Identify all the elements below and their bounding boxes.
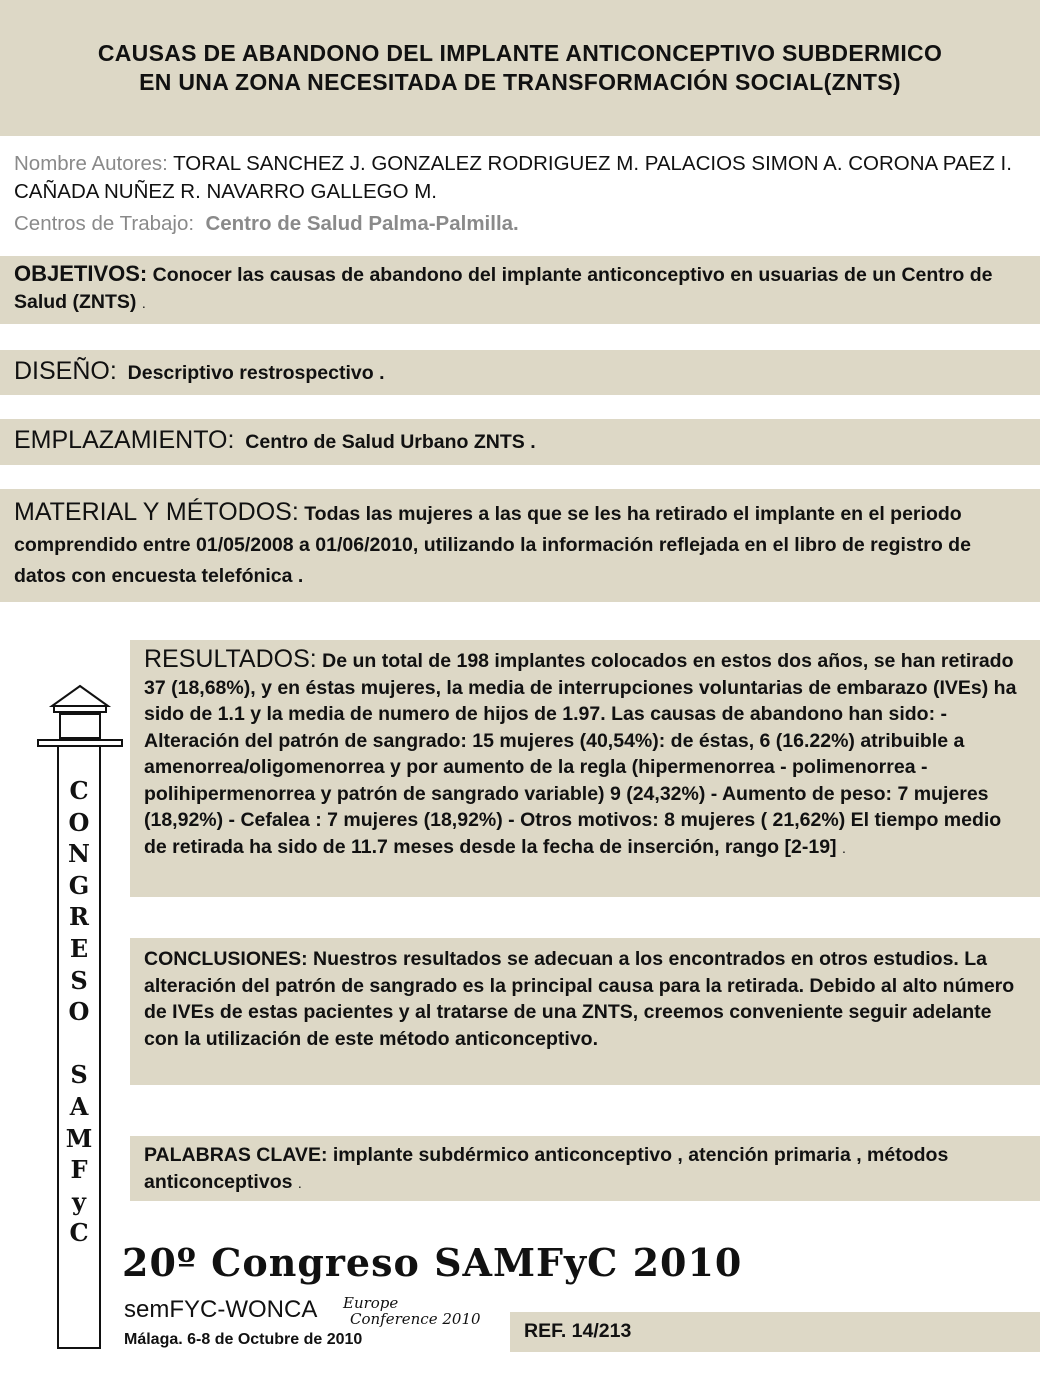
section-palabras-clave: PALABRAS CLAVE: implante subdérmico anticonceptivo , atención primaria , métodos anticonceptivos . — [130, 1136, 1040, 1201]
section-objetivos: OBJETIVOS: Conocer las causas de abandono del implante anticonceptivo en usuarias de un Centro de Salud (ZNTS) . — [0, 256, 1040, 324]
tower-top-icon — [30, 684, 130, 748]
emplazamiento-text: Centro de Salud Urbano ZNTS . — [245, 431, 536, 453]
objetivos-heading: OBJETIVOS: — [14, 261, 148, 286]
congress-place: Málaga. 6-8 de Octubre de 2010 — [124, 1331, 363, 1348]
wonca-label: semFYC-WONCA — [124, 1296, 318, 1323]
authors-label: Nombre Autores: — [14, 152, 168, 175]
vertical-letter: E — [69, 933, 89, 963]
palabras-text: PALABRAS CLAVE: implante subdérmico anticonceptivo , atención primaria , métodos anticonceptivos — [144, 1144, 949, 1193]
congress-title: 20º Congreso SAMFyC 2010 — [122, 1240, 743, 1285]
vertical-letter: F — [70, 1155, 88, 1185]
diseno-heading: DISEÑO: — [14, 357, 117, 385]
work-centers — [14, 210, 519, 238]
vertical-letter: N — [68, 839, 90, 869]
centers-value: Centro de Salud Palma-Palmilla. — [205, 212, 519, 235]
diseno-text: Descriptivo restrospectivo . — [127, 362, 385, 384]
section-conclusiones — [130, 938, 1040, 1085]
section-resultados: RESULTADOS: De un total de 198 implantes colocados en estos dos años, se han retirado 37 (18,68%), y en éstas mujeres, la media de interrupciones voluntarias de embarazo (IVEs) ha sido de 1.1 y la media de numero de hijos de 1.97. Las causas de abandono han sido: - Alteración del patrón de sangrado: 15 mujeres (40,54%): de éstas, 6 (16.22%) atribuible a amenorrea/oligomenorrea y por aumento de la regla (hipermenorrea - polimenorrea - polihipermenorrea y patrón de sangrado variable) 9 (24,32%) - Aumento de peso: 7 mujeres (18,92%) - Cefalea : 7 mujeres (18,92%) - Otros motivos: 8 mujeres ( 21,62%) El tiempo medio de retirada ha sido de 11.7 meses desde la fecha de inserción, rango [2-19] . — [130, 640, 1040, 897]
vertical-letter — [57, 1028, 101, 1060]
authors-names: TORAL SANCHEZ J. GONZALEZ RODRIGUEZ M. PALACIOS SIMON A. CORONA PAEZ I. CAÑADA NUÑEZ R. NAVARRO GALLEGO M. — [14, 152, 1012, 203]
centers-label: Centros de Trabajo: — [14, 212, 195, 235]
vertical-congreso-text — [57, 775, 101, 1249]
emplazamiento-heading: EMPLAZAMIENTO: — [14, 426, 235, 454]
vertical-letter: A — [69, 1091, 89, 1121]
vertical-letter: y — [72, 1186, 86, 1216]
section-material — [0, 489, 1040, 602]
section-emplazamiento — [0, 419, 1040, 465]
poster-title: CAUSAS DE ABANDONO DEL IMPLANTE ANTICONCEPTIVO SUBDERMICO EN UNA ZONA NECESITADA DE TRANSFORMACIÓN SOCIAL(ZNTS) — [97, 40, 943, 95]
europe-label: Europe — [343, 1294, 399, 1312]
reference-badge: REF. 14/213 — [510, 1312, 1040, 1352]
title-band — [0, 0, 1040, 136]
objetivos-text: Conocer las causas de abandono del implante anticonceptivo en usuarias de un Centro de Salud (ZNTS) — [14, 264, 993, 313]
material-text: Todas las mujeres a las que se les ha retirado el implante en el periodo comprendido entre 01/05/2008 a 01/06/2010, utilizando la información reflejada en el libro de registro de datos con encuesta telefónica . — [14, 503, 971, 587]
vertical-letter: O — [68, 997, 90, 1027]
vertical-letter: S — [70, 965, 88, 995]
resultados-text: De un total de 198 implantes colocados en estos dos años, se han retirado 37 (18,68%), y en éstas mujeres, la media de interrupciones voluntarias de embarazo (IVEs) ha sido de 1.1 y la media de numero de hijos de 1.97. Las causas de abandono han sido: - Alteración del patrón de sangrado: 15 mujeres (40,54%): de éstas, 6 (16.22%) atribuible a amenorrea/oligomenorrea y por aumento de la regla (hipermenorrea - polimenorrea - polihipermenorrea y patrón de sangrado variable) 9 (24,32%) - Aumento de peso: 7 mujeres (18,92%) - Cefalea : 7 mujeres (18,92%) - Otros motivos: 8 mujeres ( 21,62%) El tiempo medio de retirada ha sido de 11.7 meses desde la fecha de inserción, rango [2-19] — [144, 650, 1017, 858]
conclusiones-text: CONCLUSIONES: Nuestros resultados se adecuan a los encontrados en otros estudios. La alteración del patrón de sangrado es la principal causa para la retirada. Debido al alto número de IVEs de estas pacientes y al tratarse de una ZNTS, creemos conveniente seguir adelante con la utilización de este método anticonceptivo. — [144, 948, 1015, 1050]
vertical-letter: S — [70, 1060, 88, 1090]
material-heading: MATERIAL Y MÉTODOS: — [14, 498, 299, 526]
authors — [14, 150, 1029, 206]
resultados-heading: RESULTADOS: — [144, 645, 317, 673]
vertical-letter: G — [68, 870, 90, 900]
conference-label: Conference 2010 — [350, 1310, 481, 1328]
vertical-letter: C — [69, 1218, 89, 1248]
vertical-letter: O — [68, 807, 90, 837]
section-diseno — [0, 350, 1040, 395]
vertical-letter: R — [69, 902, 89, 932]
vertical-letter: C — [69, 776, 89, 805]
vertical-letter: M — [65, 1123, 93, 1153]
